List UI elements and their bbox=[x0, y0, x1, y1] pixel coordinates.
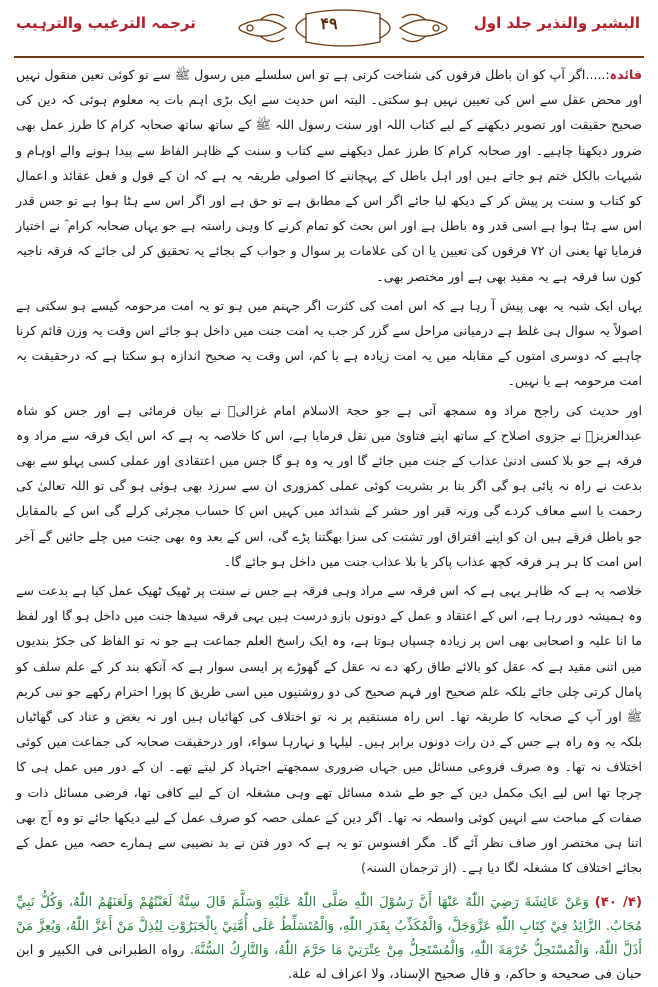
hadith-source: رواه الطبرانی فی الكبير و ابن حبان فی صحيحه و حاكم، و قال صحيح الإسناد، ولا اعراف له علة. bbox=[16, 942, 642, 982]
book-title: البشیر والنذیر جلد اول bbox=[473, 14, 640, 32]
paragraph-ghazali: اور حدیث کی راجح مراد وہ سمجھ آتی ہے جو حجۃ الاسلام امام غزالیؒ نے بیان فرمائی ہے اور جس کو شاہ عبدالعزیزؒ نے جزوی اصلاح کے ساتھ اپنے فتاویٰ میں نقل فرمایا ہے، اس کا خلاصہ یہ ہے کہ اس ایک فرقہ سے مراد وہ فرقہ ہے جو بلا کسی ادنیٰ عذاب کے جنت میں جائے گا اور یہ وہ ہو گا جس میں اعتقادی اور عملی کسی پہلو سے بھی بدعت نے راہ نہ پائی ہو گی اگر بنا بر بشریت کوئی عملی کمزوری ان سے سرزد بھی ہوئی ہو گی تو اللہ تعالیٰ کی رحمت یا اسے معاف کردے گی ورنہ قبر اور حشر کے شدائد میں کہیں اس کا حساب مجرئی کرلے گی اس کے بالمقابل جو باطل فرقے ہیں ان کو اپنے افتراق اور تشتت کی سزا بھگتنا پڑے گی، اس کے بعد وہ بھی جنت میں چلے جائیں گے آخر اس امت کا ہر ہر فرقہ کچھ عذاب پاکر یا بلا عذاب جنت میں داخل ہو جائے گا۔ bbox=[16, 402, 642, 569]
paragraph-shubha: یہاں ایک شبہ یہ بھی پیش آ رہا ہے کہ اس امت کی کثرت اگر جہنم میں ہو تو یہ امت مرحومہ کیسے ہو سکتی ہے اصولاً یہ سوال ہی غلط ہے درمیانی مراحل سے گزر کر جب یہ امت جنت میں داخل ہو جائے اس وقت یہ وزن قائم کرنا چاہیے کہ دوسری امتوں کے مقابلہ میں یہ امت زیادہ ہے یا کم، اس وقت یہ صحیح اندازہ ہو سکتا ہے کہ درحقیقت یہ امت مرحومہ ہے یا نہیں۔ bbox=[16, 297, 642, 389]
chapter-title: ترجمہ الترغیب والترہیب bbox=[16, 14, 196, 32]
hadith-block bbox=[16, 891, 642, 987]
page-number: ۴۹ bbox=[320, 14, 338, 33]
paragraph-fayda bbox=[16, 62, 642, 289]
hadith-number: (۴/ ۴۰) bbox=[594, 894, 642, 910]
paragraph-text: :.....اگر آپ کو ان باطل فرقوں کی شناخت کرنی ہے تو اس سلسلے میں رسول ﷺ سے تو کوئی تعین منقول نہیں اور محض عقل سے اس کی تعیین نہیں ہو سکتی۔ البتہ اس حدیث سے ایک بڑی اہم بات یہ معلوم ہوئی کہ دین کی صحیح حقیقت اور تصویر دیکھنے کے لیے کتاب اللہ اور سنت رسول اللہ ﷺ کے ساتھ ساتھ صحابہ کرام کا طرز عمل بھی ضرور دیکھنا چاہیے۔ اور صحابہ کرام کا طرز عمل دیکھنے سے کتاب و سنت کے ظاہر الفاظ سے پیدا ہونے والے اوہام و شبہات بالکل ختم ہو جاتے ہیں اور اہل باطل کے پہچاننے کا اصولی طریقہ یہ ہے کہ ان کے قول و فعل عقائد و اعمال کو کتاب و سنت پر پیش کر کے دیکھ لیا جائے اگر اس کے مطابق ہے تو حق ہے اور اگر اس سے ہٹا ہوا ہے تو جس قدر اس سے ہٹا ہوا ہے اسی قدر وہ باطل ہے اور اس بحث کو تمام کرنے کا وہی راستہ ہے جو یہاں صحابہ کرام ؓ نے اختیار فرمایا تھا یعنی ان ۷۲ فرقوں کی تعیین یا ان کی علامات پر سوال و جواب کے بجائے یہ تحقیق کر لی جائے کہ فرقہ ناجیہ کون سا فرقہ ہے یہ مفید بھی ہے اور مختصر بھی۔ bbox=[16, 67, 642, 284]
hadith-arabic-text: وَعَنْ عَائِشَةَ رَضِيَ اللّٰهُ عَنْهَا أَنَّ رَسُوْلَ اللّٰهِ صَلَّى اللّٰهُ عَلَيْهِ وَسَلَّمَ قَالَ سِتَّةٌ لَعَنْتُهُمْ وَلَعَنَهُمُ اللّٰهُ، وَكُلُّ نَبِيٍّ مُجَابٌ. الزَّائِدُ فِيْ كِتَابِ اللّٰهِ عَزَّوَجَلَّ، وَالْمُكَذِّبُ بِقَدَرِ اللّٰهِ، وَالْمُتَسَلِّطُ عَلَى أُمَّتِيْ بِالْجَبَرُوْتِ لِيُذِلَّ مَنْ أَعَزَّ اللّٰهُ، وَيُعِزَّ مَنْ أَذَلَّ اللّٰهُ، وَالْمُسْتَحِلُّ حُرْمَةَ اللّٰهِ، وَالْمُسْتَحِلُّ مِنْ عِتْرَتِيْ مَا حَرَّمَ اللّٰهُ، وَالتَّارِكُ السُّنَّةَ. bbox=[16, 894, 642, 958]
paragraph-khulasa: خلاصہ یہ ہے کہ ظاہر یہی ہے کہ اس فرقہ سے مراد وہی فرقہ ہے جس نے سنت پر ٹھیک ٹھیک عمل کیا ہے بدعت سے وہ ہمیشہ دور رہا ہے، اس کے اعتقاد و عمل کے دونوں بازو درست ہیں یہی فرقہ سیدھا جنت میں داخل ہو گا اور لفظ ما انا علیہ و اصحابی بھی اس پر زیادہ چسپاں ہوتا ہے، وہ ایک راسخ العلم جماعت ہے جو نہ تو الفاظ کی جکڑ بندیوں میں اتنی مقید ہے کہ عقل کو بالائے طاق رکھ دے نہ عقل کے گھوڑے پر ایسی سوار ہے کہ آنکھ بند کر کے علم سلف کو پامال کرتی چلی جائے بلکہ علم صحیح اور فہم صحیح کی دو روشنیوں میں اسی طریق کا پورا احترام رکھے جو نبی کریم ﷺ اور آپ کے صحابہ کا طریقہ تھا۔ اس راہ مستقیم پر نہ تو اختلاف کی کھائیاں ہیں اور نہ بغض و عناد کی گھاٹیاں بلکہ یہ وہ راہ ہے جس کے دن رات دونوں برابر ہیں۔ لیلہا و نہارہا سواء، اور درحقیقت صحابہ کی جماعت میں کوئی اختلاف نہ تھا۔ وہ صرف فروعی مسائل میں جہاں ضروری سمجھتے اجتہاد کر لیتے تھے۔ ان کے دور میں عمل ہی کا چرچا تھا اس لیے ایک مکمل دین کے جو طے شدہ مسائل تھے وہی مشغلہ ان کے لیے کافی تھا، فرضی مسائل ذات و صفات کے مباحث سے انہیں کوئی واسطہ نہ تھا۔ اگر دین کے عملی حصہ کو صرف عمل کے لیے دیکھا جائے تو وہ آج بھی اتنا ہی مختصر اور صاف نظر آئے گا۔ مگر افسوس تو یہ ہے کہ دور فتن نے بد نصیبی سے ہمارے حصہ میں عمل کے بجائے اختلاف کا مشغلہ لگا دیا ہے۔ (از ترجمان السنہ) bbox=[16, 583, 642, 876]
header-rule bbox=[14, 56, 644, 58]
page-header bbox=[14, 0, 644, 56]
page-body bbox=[16, 62, 642, 987]
fayda-label: فائدہ bbox=[609, 67, 642, 82]
